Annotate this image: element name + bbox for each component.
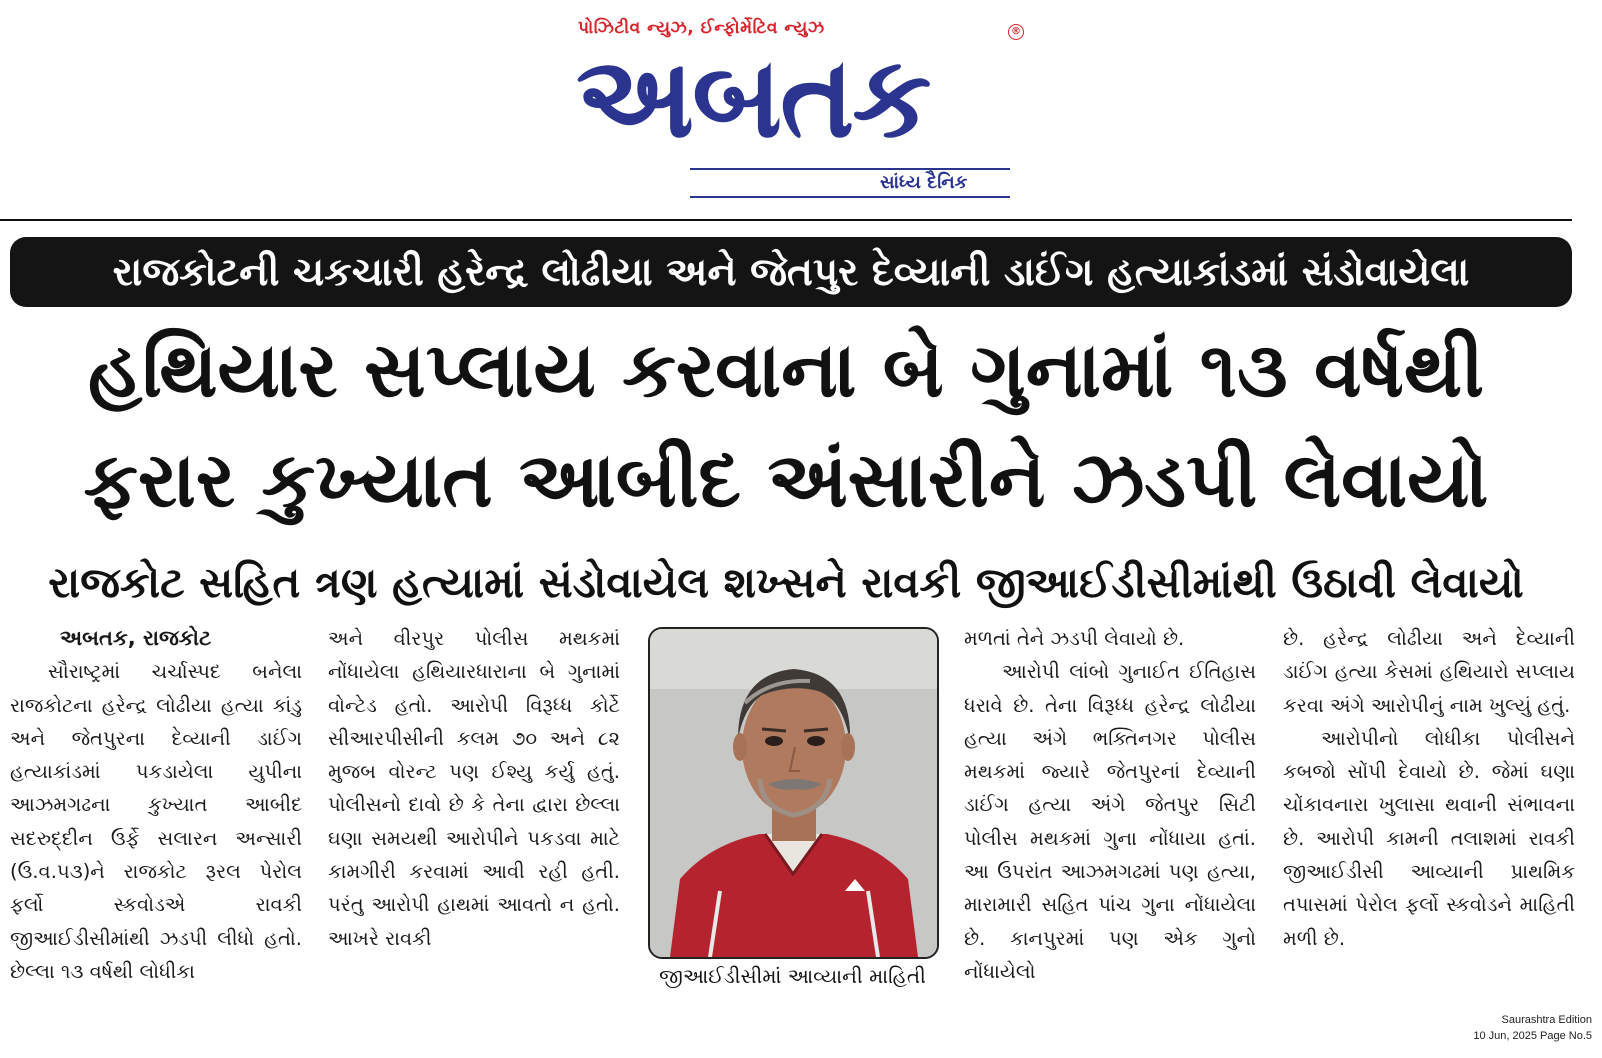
newspaper-logo: અબતક: [576, 33, 930, 163]
article-column-4: [1283, 622, 1575, 955]
accused-photo: [648, 627, 939, 959]
article-column-2: [328, 622, 620, 955]
masthead-tagline: પોઝિટીવ ન્યુઝ, ઈન્ફોર્મેટિવ ન્યુઝ: [578, 18, 825, 38]
dateline: અબતક, રાજકોટ: [60, 626, 212, 650]
kicker-banner: [10, 237, 1572, 307]
headline: [0, 315, 1572, 535]
kicker-text: રાજકોટની ચકચારી હરેન્દ્ર લોઢીયા અને જેતપુર દેવ્યાની ડાઈંગ હત્યાકાંડમાં સંડોવાયેલા: [112, 249, 1470, 295]
column-3-text-1: મળતાં તેને ઝડપી લેવાયો છે.: [964, 627, 1185, 650]
logo-underline: [690, 196, 1010, 198]
masthead: [0, 0, 1602, 215]
edition-info: [1473, 1012, 1592, 1044]
subheadline: રાજકોટ સહિત ત્રણ હત્યામાં સંડોવાયેલ શખ્સને રાવકી જીઆઈડીસીમાંથી ઉઠાવી લેવાયો: [48, 558, 1524, 607]
header-rule: [0, 219, 1572, 221]
headline-line-2: ફરાર કુખ્યાત આબીદ અંસારીને ઝડપી લેવાયો: [83, 435, 1489, 525]
column-3-text-2: આરોપી લાંબો ગુનાઈત ઈતિહાસ ધરાવે છે. તેના વિરૂધ્ધ હરેન્દ્ર લોઢીયા હત્યા અંગે ભક્તિનગર પોલીસ મથકમાં જ્યારે જેતપુરનાં દેવ્યાની ડાઈંગ હત્યા અંગે જેતપુર સિટી પોલીસ મથકમાં ગુના નોંધાયા હતાં. આ ઉપરાંત આઝમગઢમાં પણ હત્યા, મારામારી સહિત પાંચ ગુના નોંધાયેલા છે. કાનપુરમાં પણ એક ગુનો નોંધાયેલો: [964, 660, 1256, 983]
masthead-subtitle: સાંધ્ય દૈનિક: [880, 172, 968, 193]
registered-mark: ®: [1008, 24, 1024, 40]
edition-date-page: 10 Jun, 2025 Page No.5: [1473, 1030, 1592, 1042]
headline-line-1: હથિયાર સપ્લાય કરવાના બે ગુનામાં ૧૩ વર્ષથી: [88, 325, 1484, 414]
column-4-text-1: છે. હરેન્દ્ર લોઢીયા અને દેવ્યાની ડાઈંગ હત્યા કેસમાં હથિયારો સપ્લાય કરવા અંગે આરોપીનું નામ ખુલ્યું હતું.: [1283, 627, 1575, 717]
portrait-illustration: [650, 629, 937, 957]
photo-caption: જીઆઈડીસીમાં આવ્યાની માહિતી: [659, 964, 926, 988]
column-4-text-2: આરોપીનો લોધીકા પોલીસને કબજો સોંપી દેવાયો છે. જેમાં ઘણા ચોંકાવનારા ખુલાસા થવાની સંભાવના છે. આરોપી કામની તલાશમાં રાવકી જીઆઈડીસી આવ્યાની પ્રાથમિક તપાસમાં પેરોલ ફર્લો સ્કવોડને માહિતી મળી છે.: [1283, 726, 1575, 950]
column-2-text: અને વીરપુર પોલીસ મથકમાં નોંધાયેલા હથિયારધારાના બે ગુનામાં વોન્ટેડ હતો. આરોપી વિરૂધ્ધ કોર્ટે સીઆરપીસીની કલમ ૭૦ અને ૮૨ મુજબ વોરન્ટ પણ ઈશ્યુ કર્યુ હતું. પોલીસનો દાવો છે કે તેના દ્વારા છેલ્લા ઘણા સમયથી આરોપીને પકડવા માટે કામગીરી કરવામાં આવી રહી હતી. પરંતુ આરોપી હાથમાં આવતો ન હતો. આખરે રાવકી: [328, 627, 620, 950]
article-column-3: [964, 622, 1256, 988]
logo-divider: [690, 168, 1010, 170]
article-column-1: [10, 622, 302, 988]
edition-name: Saurashtra Edition: [1501, 1014, 1592, 1026]
column-1-text: સૌરાષ્ટ્રમાં ચર્ચાસ્પદ બનેલા રાજકોટના હરેન્દ્ર લોઢીયા હત્યા કાંડુ અને જેતપુરના દેવ્યાની ડાઈંગ હત્યાકાંડમાં પકડાયેલા યુપીના આઝમગઢના કુખ્યાત આબીદ સદરુદ્દીન ઉર્ફે સલારન અન્સારી (ઉ.વ.૫૩)ને રાજકોટ રૂરલ પેરોલ ફર્લો સ્કવોડએ રાવકી જીઆઈડીસીમાંથી ઝડપી લીધો હતો. છેલ્લા ૧૩ વર્ષથી લોધીકા: [10, 660, 302, 983]
